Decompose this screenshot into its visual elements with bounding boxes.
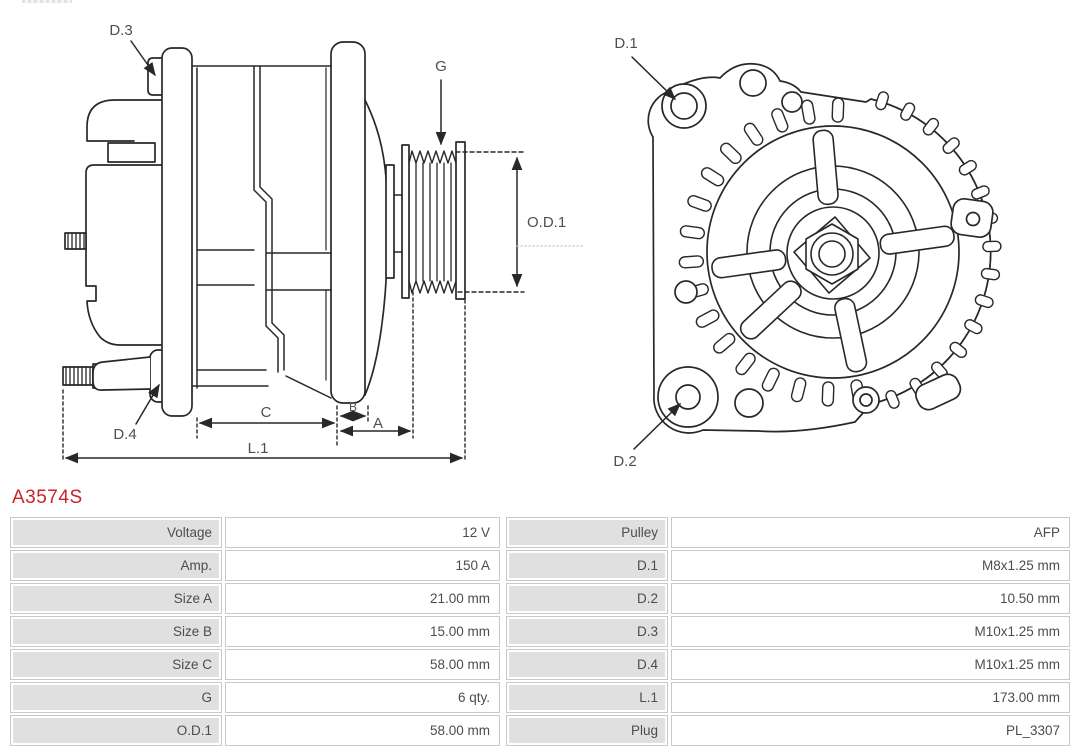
spec-value-right: M10x1.25 mm	[671, 616, 1070, 647]
front-ear	[162, 48, 192, 416]
hole-d1	[671, 93, 697, 119]
table-row	[10, 682, 1070, 713]
table-row	[10, 550, 1070, 581]
spec-label-left: G	[10, 682, 222, 713]
spec-label-right: Pulley	[506, 517, 668, 548]
label-d2: D.2	[613, 453, 637, 470]
spec-label-left: Voltage	[10, 517, 222, 548]
label-od1: O.D.1	[527, 214, 567, 231]
hole-mid-left	[675, 281, 697, 303]
table-row	[10, 616, 1070, 647]
front-view-drawing	[648, 64, 1001, 433]
spec-value-right: M8x1.25 mm	[671, 550, 1070, 581]
spec-value-left: 15.00 mm	[225, 616, 500, 647]
table-row	[10, 583, 1070, 614]
spec-value-right: 10.50 mm	[671, 583, 1070, 614]
hole-top-center	[740, 70, 766, 96]
side-view-drawing	[63, 42, 465, 416]
spec-label-right: Plug	[506, 715, 668, 746]
label-d4: D.4	[113, 426, 137, 443]
spec-value-left: 58.00 mm	[225, 715, 500, 746]
spec-value-right: M10x1.25 mm	[671, 649, 1070, 680]
spec-value-right: AFP	[671, 517, 1070, 548]
spec-value-left: 21.00 mm	[225, 583, 500, 614]
spec-label-right: D.4	[506, 649, 668, 680]
side-view-dimensions	[63, 41, 583, 462]
spec-label-right: D.1	[506, 550, 668, 581]
part-number: A3574S	[12, 487, 83, 508]
pulley	[402, 142, 465, 299]
spec-label-left: Size B	[10, 616, 222, 647]
label-b: B	[348, 400, 358, 414]
housing-body	[192, 66, 331, 398]
spec-value-right: PL_3307	[671, 715, 1070, 746]
spec-label-left: O.D.1	[10, 715, 222, 746]
tab-right	[950, 197, 995, 238]
specifications-table	[10, 517, 1070, 748]
front-view-labels	[613, 35, 637, 470]
spec-value-left: 150 A	[225, 550, 500, 581]
label-c: C	[260, 404, 272, 421]
label-d3: D.3	[109, 22, 133, 39]
spec-value-left: 58.00 mm	[225, 649, 500, 680]
terminal-stud-upper	[65, 233, 86, 249]
hole-top-right	[782, 92, 802, 112]
table-row	[10, 715, 1070, 746]
label-g: G	[435, 58, 447, 75]
drive-end-shaft	[365, 100, 402, 395]
spec-label-left: Size C	[10, 649, 222, 680]
spec-label-right: D.3	[506, 616, 668, 647]
spec-value-left: 12 V	[225, 517, 500, 548]
label-l1: L.1	[247, 440, 269, 457]
table-row	[10, 517, 1070, 548]
rear-ear	[331, 42, 365, 403]
rear-cover	[63, 58, 172, 402]
label-d1: D.1	[614, 35, 638, 52]
label-a: A	[372, 415, 384, 432]
spec-label-right: L.1	[506, 682, 668, 713]
spec-value-right: 173.00 mm	[671, 682, 1070, 713]
spec-label-right: D.2	[506, 583, 668, 614]
table-row	[10, 649, 1070, 680]
mounting-lug-d4	[93, 350, 172, 402]
spec-label-left: Size A	[10, 583, 222, 614]
spec-value-left: 6 qty.	[225, 682, 500, 713]
hole-bottom-center	[735, 389, 763, 417]
spec-label-left: Amp.	[10, 550, 222, 581]
